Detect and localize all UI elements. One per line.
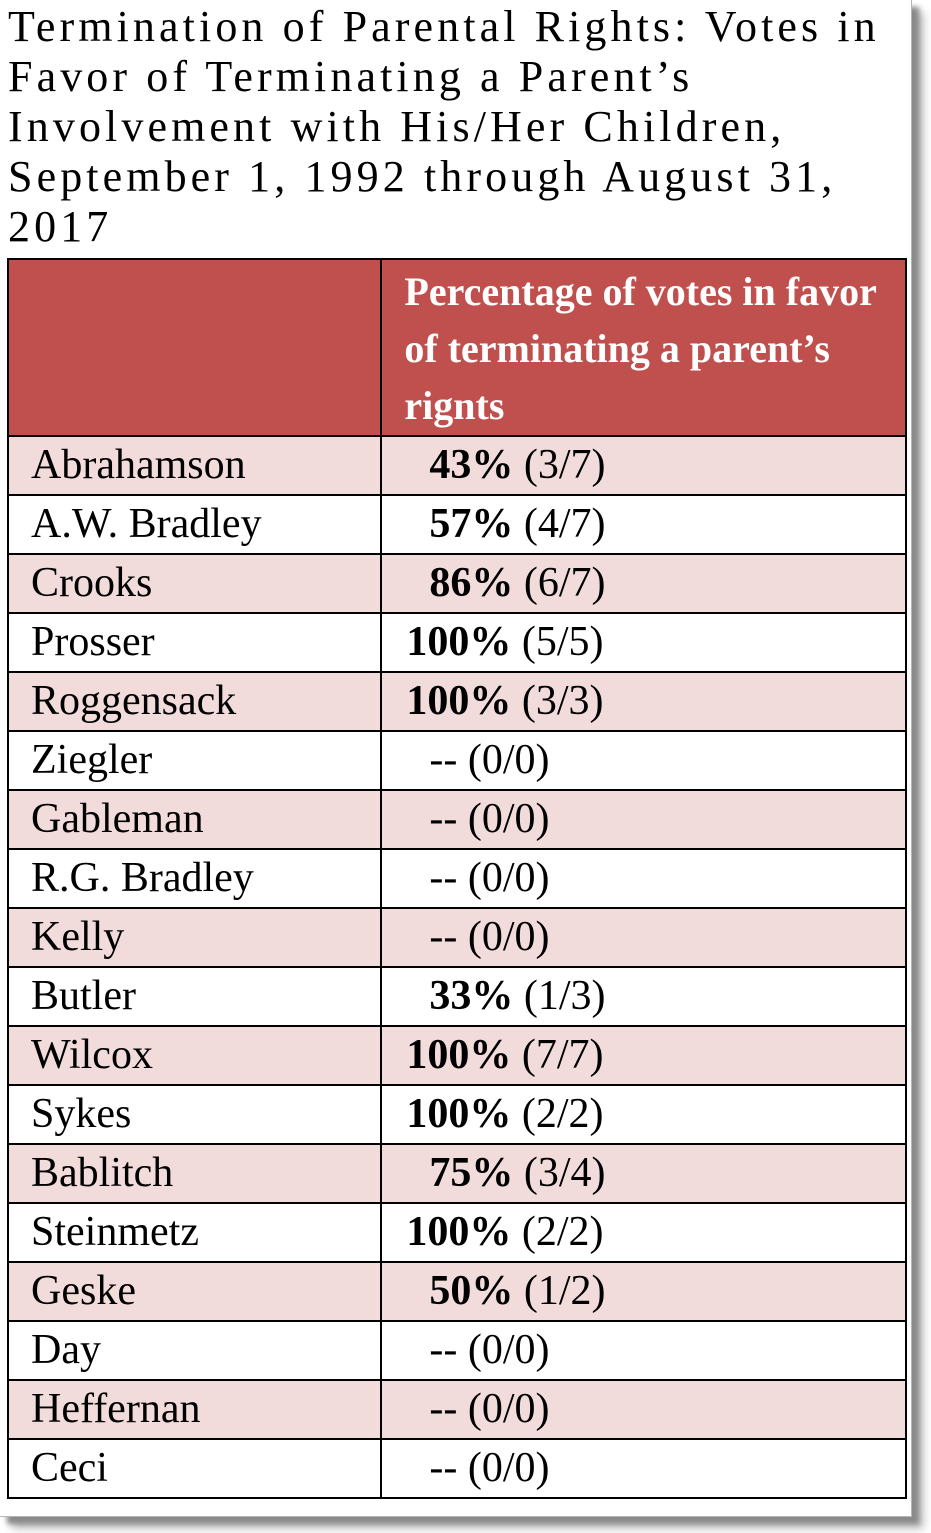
document-title: Termination of Parental Rights: Votes in Favor of Terminating a Parent’s Involvement with His/Her Children, September 1, 1992 through August 31, 2017 (8, 2, 880, 251)
percentage-value: 75% (429, 1150, 514, 1196)
table-row (8, 554, 906, 613)
vote-percentage-cell (381, 495, 906, 554)
vote-count: (4/7) (523, 501, 606, 547)
vote-percentage-cell (381, 672, 906, 731)
table-row (8, 731, 906, 790)
percentage-value: 100% (406, 1032, 512, 1078)
vote-percentage-cell (381, 554, 906, 613)
justice-name: Roggensack (8, 672, 381, 731)
vote-percentage-cell (381, 1321, 906, 1380)
percentage-value: 100% (406, 619, 512, 665)
table-row (8, 1321, 906, 1380)
percentage-value: 50% (429, 1268, 514, 1314)
name-column-header (8, 259, 381, 436)
justice-name: Abrahamson (8, 436, 381, 495)
justice-name: Ceci (8, 1439, 381, 1498)
vote-count: (5/5) (521, 619, 604, 665)
justice-name: Heffernan (8, 1380, 381, 1439)
justice-name: Ziegler (8, 731, 381, 790)
table-row (8, 1439, 906, 1498)
vote-count: (6/7) (523, 560, 606, 606)
votes-table (7, 258, 907, 1499)
table-row (8, 1085, 906, 1144)
vote-count: (0/0) (467, 1386, 550, 1432)
vote-percentage-cell (381, 1085, 906, 1144)
percentage-value: 33% (429, 973, 514, 1019)
vote-percentage-cell (381, 613, 906, 672)
table-row (8, 1262, 906, 1321)
percentage-value: -- (429, 737, 458, 783)
vote-percentage-cell (381, 790, 906, 849)
percentage-value: 43% (429, 442, 514, 488)
vote-percentage-cell (381, 849, 906, 908)
vote-percentage-cell (381, 731, 906, 790)
table-row (8, 967, 906, 1026)
table-row (8, 672, 906, 731)
table-row (8, 849, 906, 908)
table-header-row (8, 259, 906, 436)
table-row (8, 1144, 906, 1203)
vote-count: (3/7) (523, 442, 606, 488)
vote-percentage-cell (381, 908, 906, 967)
vote-percentage-cell (381, 1144, 906, 1203)
vote-count: (3/3) (521, 678, 604, 724)
table-row (8, 495, 906, 554)
percentage-value: -- (429, 1327, 458, 1373)
vote-percentage-cell (381, 967, 906, 1026)
vote-count: (0/0) (467, 796, 550, 842)
percentage-value: 100% (406, 678, 512, 724)
table-row (8, 1203, 906, 1262)
justice-name: Crooks (8, 554, 381, 613)
percentage-value: 100% (406, 1091, 512, 1137)
justice-name: Steinmetz (8, 1203, 381, 1262)
justice-name: Wilcox (8, 1026, 381, 1085)
vote-count: (0/0) (467, 737, 550, 783)
vote-count: (7/7) (521, 1032, 604, 1078)
percentage-value: -- (429, 1445, 458, 1491)
vote-count: (2/2) (521, 1209, 604, 1255)
percentage-value: -- (429, 796, 458, 842)
vote-count: (0/0) (467, 855, 550, 901)
vote-count: (3/4) (523, 1150, 606, 1196)
table-row (8, 908, 906, 967)
vote-percentage-cell (381, 1439, 906, 1498)
percentage-value: -- (429, 855, 458, 901)
table-row (8, 790, 906, 849)
justice-name: R.G. Bradley (8, 849, 381, 908)
vote-percentage-cell (381, 1026, 906, 1085)
justice-name: Butler (8, 967, 381, 1026)
vote-percentage-cell (381, 1203, 906, 1262)
vote-count: (1/3) (523, 973, 606, 1019)
justice-name: A.W. Bradley (8, 495, 381, 554)
vote-percentage-cell (381, 1262, 906, 1321)
vote-count: (1/2) (523, 1268, 606, 1314)
justice-name: Bablitch (8, 1144, 381, 1203)
table-row (8, 436, 906, 495)
table-body (8, 436, 906, 1498)
justice-name: Kelly (8, 908, 381, 967)
vote-percentage-cell (381, 1380, 906, 1439)
percentage-column-header: Percentage of votes in favor of terminating a parent’s rignts (381, 259, 906, 436)
vote-count: (2/2) (521, 1091, 604, 1137)
justice-name: Sykes (8, 1085, 381, 1144)
percentage-value: -- (429, 914, 458, 960)
percentage-value: 57% (429, 501, 514, 547)
percentage-value: 100% (406, 1209, 512, 1255)
vote-count: (0/0) (467, 1327, 550, 1373)
vote-count: (0/0) (467, 914, 550, 960)
justice-name: Geske (8, 1262, 381, 1321)
table-row (8, 613, 906, 672)
table-row (8, 1380, 906, 1439)
vote-count: (0/0) (467, 1445, 550, 1491)
justice-name: Day (8, 1321, 381, 1380)
vote-percentage-cell (381, 436, 906, 495)
percentage-value: 86% (429, 560, 514, 606)
percentage-value: -- (429, 1386, 458, 1432)
table-row (8, 1026, 906, 1085)
justice-name: Gableman (8, 790, 381, 849)
justice-name: Prosser (8, 613, 381, 672)
